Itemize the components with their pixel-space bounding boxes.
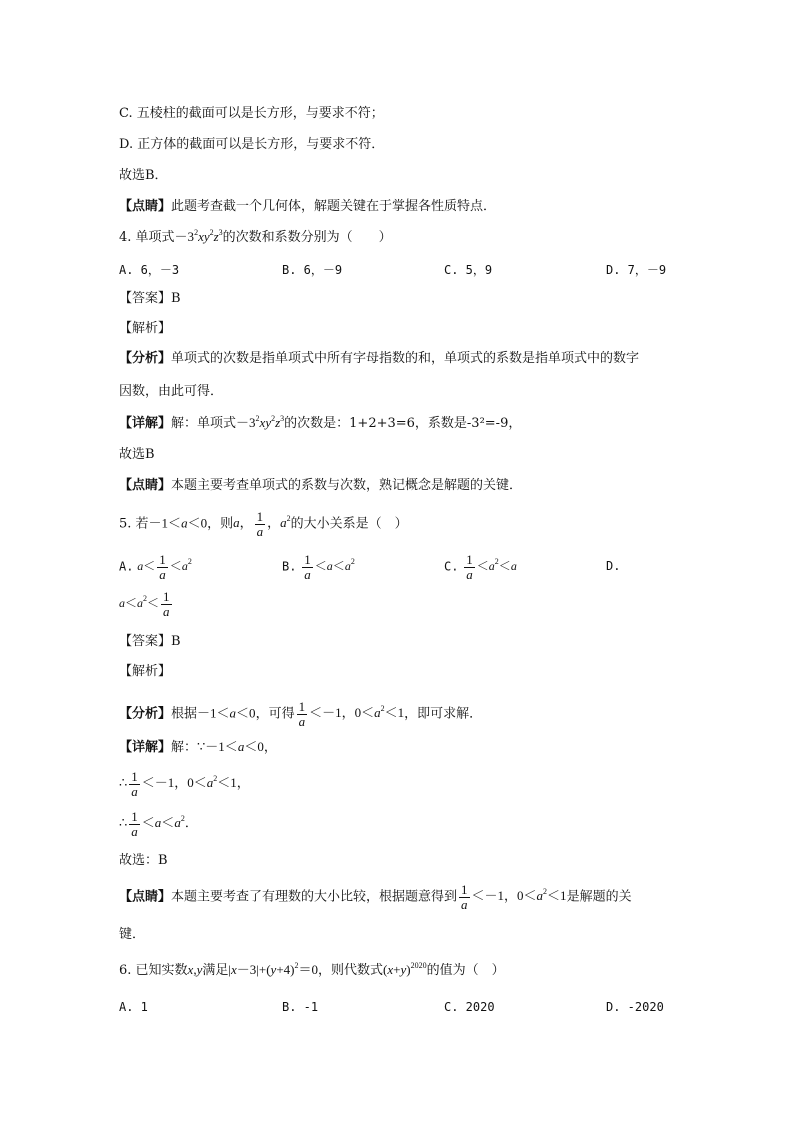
q4-option-a: A. 6，－3 — [119, 263, 180, 277]
q6-option-b: B. -1 — [282, 1000, 319, 1014]
tip-text: 本题主要考查单项式的系数与次数，熟记概念是解题的关键． — [171, 478, 523, 493]
q5-option-b: B. $\frac{1}{a}$ $<a<a^2$ — [282, 552, 355, 582]
q3-option-c: C. 五棱柱的截面可以是长方形，与要求不符； — [119, 106, 384, 121]
q5-step-1: ∴ $\frac{1}{a}$ ＜－1，$0<a^2<1$， — [119, 769, 250, 799]
q6-option-a: A. 1 — [119, 1000, 148, 1014]
q4-selection: 故选B — [119, 447, 155, 462]
q5-selection: 故选：B — [119, 853, 168, 868]
q4-option-b: B. 6，－9 — [282, 263, 343, 277]
analysis-pre: 根据 — [171, 706, 198, 722]
q3-selection: 故选B． — [119, 168, 168, 183]
q5-condition: －1＜a＜0 — [148, 515, 208, 531]
q4-option-c: C. 5，9 — [444, 263, 493, 277]
q5-stem-mid: ，则 — [207, 516, 234, 532]
q4-analysis-2: 因数，由此可得． — [119, 384, 224, 399]
q3-tip — [119, 198, 496, 216]
q5-tip-end: 键． — [119, 927, 146, 942]
q4-jiexi: 【解析】 — [119, 321, 172, 336]
q4-tip — [119, 477, 522, 495]
q4-analysis-1 — [119, 350, 639, 368]
q3-option-d: D. 正方体的截面可以是长方形，与要求不符． — [119, 137, 385, 152]
q6-stem-post: 的值为（ ） — [426, 963, 505, 978]
q4-monomial: $-3^2xy^2z^3$ — [174, 228, 223, 244]
q4-stem — [119, 228, 392, 247]
q4-stem-pre: 4. 单项式 — [119, 230, 175, 245]
detail-tag: 【详解】 — [119, 740, 172, 755]
q5-stem — [119, 510, 408, 539]
q4-stem-post: 的次数和系数分别为（ ） — [222, 230, 392, 245]
q5-option-d: $a<a^2<$ $\frac{1}{a}$ — [119, 589, 170, 619]
q6-option-d: D. -2020 — [606, 1000, 664, 1014]
q4-monomial-detail: $-3^2xy^2z^3$ — [236, 414, 285, 430]
q5-option-c: C. $\frac{1}{a}$ $<a^2<a$ — [444, 552, 517, 582]
tip-post: 是解题的关 — [566, 889, 632, 905]
q5-stem-pre: 5. 若 — [119, 516, 149, 532]
q6-stem-mid2: ，则代数式 — [318, 963, 384, 978]
q5-option-a-label: A. — [119, 559, 134, 574]
q5-analysis: 【分析】根据－1＜a＜0，可得 $\frac{1}{a}$ ＜－1，$0<a^2<1$，即可求解． — [119, 699, 483, 729]
q6-stem-mid: 满足 — [202, 963, 229, 978]
q5-stem-post: 的大小关系是（ ） — [290, 516, 408, 532]
analysis-tag: 【分析】 — [119, 351, 172, 366]
analysis-text: 单项式的次数是指单项式中所有字母指数的和，单项式的系数是指单项式中的数字 — [171, 351, 640, 366]
tip-tag: 【点睛】 — [119, 478, 172, 493]
detail-tag: 【详解】 — [119, 416, 172, 431]
q6-option-c: C. 2020 — [444, 1000, 495, 1014]
detail-text: 的次数是：1+2+3=6，系数是-3²=-9， — [284, 416, 522, 431]
q6-stem: 6. 已知实数x,y满足$|x-3|+(y+4)^2=0$，则代数式$(x+y)^{2020}$的值为（ ） — [119, 961, 505, 978]
q4-detail — [119, 414, 521, 433]
tip-text: 此题考查截一个几何体，解题关键在于掌握各性质特点． — [171, 199, 497, 214]
tip-tag: 【点睛】 — [119, 889, 172, 905]
q5-option-b-label: B. — [282, 559, 297, 574]
q6-stem-pre: 6. 已知实数 — [119, 963, 188, 978]
q5-expressions: a， $\frac{1}{a}$ ，$a^2$ — [233, 509, 291, 539]
q4-answer: 【答案】B — [119, 291, 181, 306]
q5-answer: 【答案】B — [119, 634, 181, 649]
tip-tag: 【点睛】 — [119, 199, 172, 214]
tip-pre: 本题主要考查了有理数的大小比较，根据题意得到 — [171, 889, 458, 905]
detail-pre: 解：单项式 — [171, 416, 237, 431]
q5-detail: 【详解】解：∵－1＜a＜0， — [119, 739, 277, 755]
q5-option-a: A. a＜ $\frac{1}{a}$ $<a^2$ — [119, 552, 192, 582]
q4-option-d: D. 7，－9 — [606, 263, 667, 277]
q5-tip: 【点睛】本题主要考查了有理数的大小比较，根据题意得到 $\frac{1}{a}$ ＜－1，$0<a^2<1$是解题的关 — [119, 882, 632, 912]
q5-option-c-label: C. — [444, 559, 459, 574]
analysis-mid: ，可得 — [255, 706, 295, 722]
q5-step-2: ∴ $\frac{1}{a}$ $<a<a^2$． — [119, 809, 198, 839]
analysis-tag: 【分析】 — [119, 706, 172, 722]
detail-text: 解： — [171, 740, 198, 755]
q5-jiexi: 【解析】 — [119, 664, 172, 679]
q5-option-d-label — [606, 557, 620, 575]
q5-option-d-label-text: D. — [606, 559, 621, 573]
analysis-post: ，即可求解． — [404, 706, 483, 722]
